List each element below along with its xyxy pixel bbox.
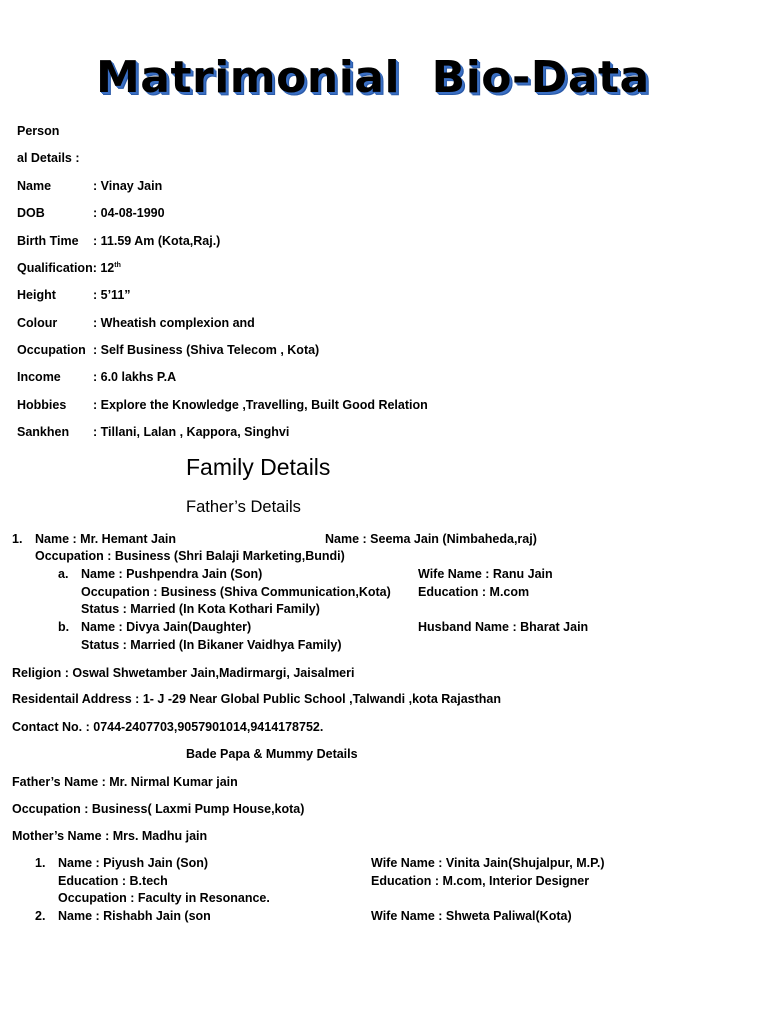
personal-heading-line1: Person [17, 124, 60, 138]
document-title: Matrimonial Bio-Data [96, 52, 650, 103]
cousin-2-spouse: Wife Name : Shweta Paliwal(Kota) [371, 909, 572, 923]
fathers-details-heading: Father’s Details [186, 498, 301, 516]
occupation-value: : Self Business (Shiva Telecom , Kota) [93, 343, 320, 357]
child-b-name: Name : Divya Jain(Daughter) [81, 620, 252, 634]
birth-time-value: : 11.59 Am (Kota,Raj.) [93, 234, 221, 248]
child-a-spouse: Wife Name : Ranu Jain [418, 567, 553, 581]
bade-papa-heading: Bade Papa & Mummy Details [186, 747, 358, 761]
height-value: : 5’11” [93, 288, 131, 302]
bade-papa-occupation: Occupation : Business( Laxmi Pump House,kota) [12, 802, 305, 816]
hobbies-label: Hobbies [17, 398, 67, 412]
child-b-marker: b. [58, 620, 70, 634]
cousin-1-education: Education : B.tech [58, 874, 168, 888]
birth-time-label: Birth Time [17, 234, 79, 248]
cousin-1-occupation: Occupation : Faculty in Resonance. [58, 891, 270, 905]
bade-papa-father-name: Father’s Name : Mr. Nirmal Kumar jain [12, 775, 238, 789]
contact-numbers: Contact No. : 0744-2407703,9057901014,9414178752. [12, 720, 324, 734]
sankhen-label: Sankhen [17, 425, 70, 439]
qualification-value: 12 [100, 261, 115, 275]
bade-papa-mother-name: Mother’s Name : Mrs. Madhu jain [12, 829, 208, 843]
child-a-status: Status : Married (In Kota Kothari Family) [81, 602, 320, 616]
name-value: : Vinay Jain [93, 179, 163, 193]
cousin-2-number: 2. [35, 909, 46, 923]
qualification-label: Qualification: [17, 261, 97, 275]
child-a-marker: a. [58, 567, 69, 581]
father-occupation: Occupation : Business (Shri Balaji Marketing,Bundi) [35, 549, 345, 563]
income-value: : 6.0 lakhs P.A [93, 370, 177, 384]
occupation-label: Occupation [17, 343, 86, 357]
dob-value: : 04-08-1990 [93, 206, 165, 220]
religion: Religion : Oswal Shwetamber Jain,Madirmargi, Jaisalmeri [12, 666, 355, 680]
cousin-2-name: Name : Rishabh Jain (son [58, 909, 211, 923]
cousin-1-name: Name : Piyush Jain (Son) [58, 856, 209, 870]
child-b-spouse: Husband Name : Bharat Jain [418, 620, 589, 634]
colour-value: : Wheatish complexion and [93, 316, 255, 330]
colour-label: Colour [17, 316, 58, 330]
child-a-occupation: Occupation : Business (Shiva Communication,Kota) [81, 585, 391, 599]
residential-address: Residentail Address : 1- J -29 Near Global Public School ,Talwandi ,kota Rajasthan [12, 692, 502, 706]
child-b-status: Status : Married (In Bikaner Vaidhya Family) [81, 638, 342, 652]
name-label: Name [17, 179, 52, 193]
cousin-1-number: 1. [35, 856, 46, 870]
qualification-row [17, 262, 121, 275]
qualification-sup: th [114, 261, 121, 269]
dob-label: DOB [17, 206, 45, 220]
mother-name: Name : Seema Jain (Nimbaheda,raj) [325, 532, 537, 546]
cousin-1-spouse-education: Education : M.com, Interior Designer [371, 874, 590, 888]
cousin-1-spouse: Wife Name : Vinita Jain(Shujalpur, M.P.) [371, 856, 605, 870]
family-heading: Family Details [186, 454, 331, 480]
income-label: Income [17, 370, 61, 384]
hobbies-value: : Explore the Knowledge ,Travelling, Built Good Relation [93, 398, 428, 412]
child-a-spouse-education: Education : M.com [418, 585, 530, 599]
personal-heading-line2: al Details : [17, 151, 80, 165]
father-name: Name : Mr. Hemant Jain [35, 532, 177, 546]
child-a-name: Name : Pushpendra Jain (Son) [81, 567, 263, 581]
sankhen-value: : Tillani, Lalan , Kappora, Singhvi [93, 425, 290, 439]
list-number: 1. [12, 532, 23, 546]
height-label: Height [17, 288, 56, 302]
